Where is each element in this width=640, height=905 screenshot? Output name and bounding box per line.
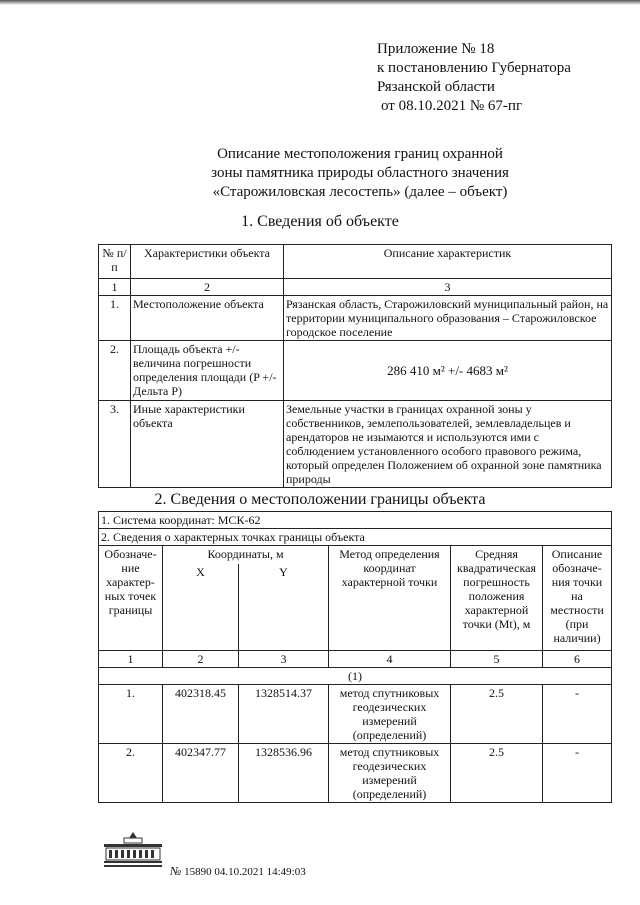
point-id: 1.	[99, 685, 163, 744]
point-id: 2.	[99, 744, 163, 803]
row-name: Иные характеристики объекта	[131, 401, 284, 488]
row-name: Площадь объекта +/- величина погрешности определения площади (P +/- Дельта P)	[131, 341, 284, 401]
col-number: 2	[131, 279, 284, 296]
title-line: зоны памятника природы областного значения	[211, 165, 509, 181]
row-num: 1.	[99, 296, 131, 341]
point-error: 2.5	[451, 744, 543, 803]
header-description: Описание характеристик	[284, 245, 612, 279]
row-num: 2.	[99, 341, 131, 401]
header-characteristic: Характеристики объекта	[131, 245, 284, 279]
col-number: 1	[99, 279, 131, 296]
point-x: 402347.77	[163, 744, 239, 803]
boundary-points-table	[98, 511, 612, 803]
col-number: 2	[163, 651, 239, 668]
object-info-table	[98, 244, 612, 488]
point-y: 1328536.96	[239, 744, 329, 803]
header-method: Метод определения координат характерной точки	[329, 546, 451, 651]
appendix-ref: к постановлению Губернатора	[377, 60, 571, 76]
point-error: 2.5	[451, 685, 543, 744]
document-title	[150, 145, 570, 202]
header-point-description: Описание обозначе-ния точки на местности (при наличии)	[543, 546, 612, 651]
point-description: -	[543, 744, 612, 803]
section1-heading: 1. Сведения об объекте	[241, 213, 399, 230]
point-x: 402318.45	[163, 685, 239, 744]
point-description: -	[543, 685, 612, 744]
point-y: 1328514.37	[239, 685, 329, 744]
row-name: Местоположение объекта	[131, 296, 284, 341]
coord-system: 1. Система координат: МСК-62	[99, 512, 612, 529]
appendix-date: от 08.10.2021 № 67-пг	[381, 98, 523, 114]
col-number: 3	[284, 279, 612, 296]
header-designation: Обозначе-ние характер-ных точек границы	[99, 546, 163, 651]
registration-stamp	[170, 864, 306, 879]
appendix-region: Рязанской области	[377, 79, 495, 95]
title-line: Описание местоположения границ охранной	[217, 146, 503, 162]
scan-edge	[0, 0, 640, 5]
header-num: № п/п	[99, 245, 131, 279]
col-number: 3	[239, 651, 329, 668]
point-method: метод спутниковых геодезических измерений (определений)	[329, 744, 451, 803]
points-title: 2. Сведения о характерных точках границы объекта	[99, 529, 612, 546]
appendix-number: Приложение № 18	[377, 41, 495, 57]
col-number: 4	[329, 651, 451, 668]
header-y: Y	[239, 564, 329, 651]
header-x: X	[163, 564, 239, 651]
title-line: «Старожиловская лесостепь» (далее – объект)	[212, 184, 508, 200]
header-coords: Координаты, м	[163, 546, 329, 565]
col-number: 5	[451, 651, 543, 668]
contour-label: (1)	[99, 668, 612, 685]
registration-number-date: 15890 04.10.2021 14:49:03	[184, 866, 306, 878]
col-number: 6	[543, 651, 612, 668]
row-value: Земельные участки в границах охранной зоны у собственников, землепользователей, землевладельцев и арендаторов не изымаются и используются ими с соблюдением установленного особого правового режима, который определен Положением об охранной зоне памятника природы	[284, 401, 612, 488]
col-number: 1	[99, 651, 163, 668]
row-num: 3.	[99, 401, 131, 488]
government-building-stamp-icon	[102, 830, 164, 870]
row-value: 286 410 м² +/- 4683 м²	[284, 341, 612, 401]
header-error: Средняя квадратическая погрешность положения характерной точки (Mt), м	[451, 546, 543, 651]
number-mark: №	[170, 864, 182, 878]
point-method: метод спутниковых геодезических измерений (определений)	[329, 685, 451, 744]
appendix-header	[377, 40, 627, 116]
section2-heading: 2. Сведения о местоположении границы объекта	[154, 491, 486, 508]
row-value: Рязанская область, Старожиловский муниципальный район, на территории муниципального образования – Старожиловское городское поселение	[284, 296, 612, 341]
